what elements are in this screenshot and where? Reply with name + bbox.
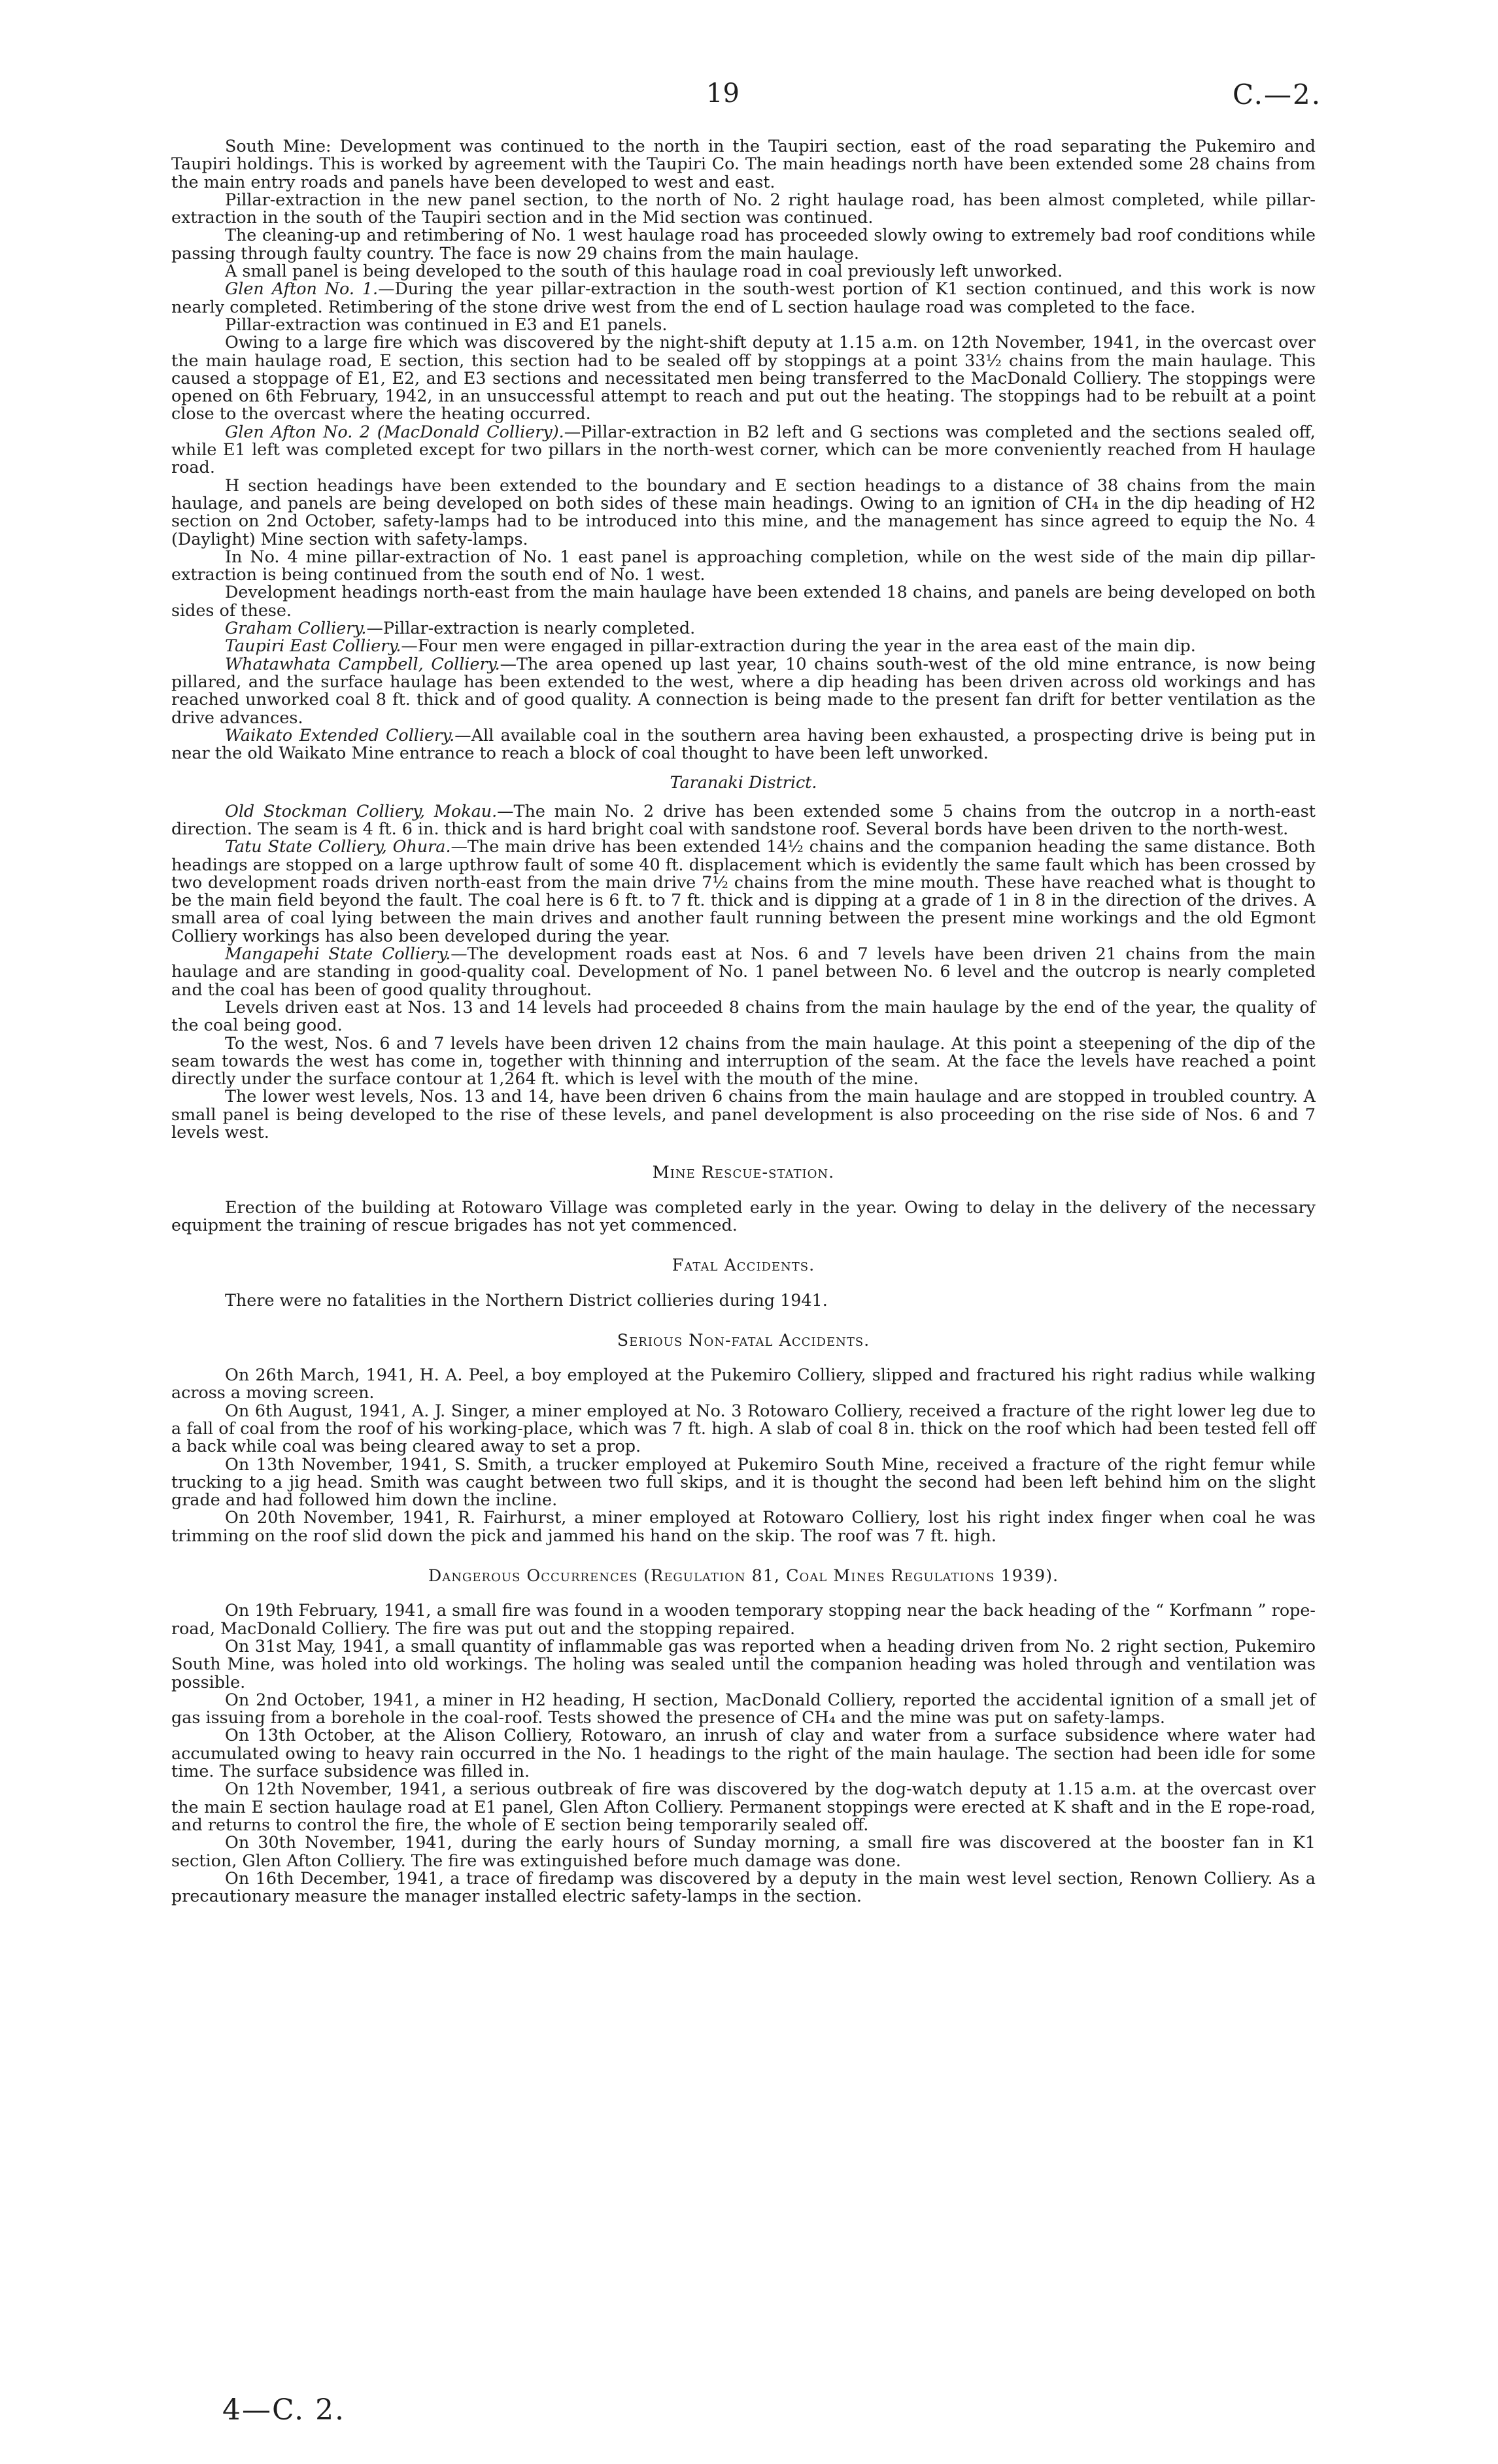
body-text xyxy=(171,137,1316,1905)
paragraph xyxy=(171,334,1316,422)
paragraph-text: The lower west levels, Nos. 13 and 14, have been driven 6 chains from the main haulage and are stopped in troubled country. A small panel is being developed to the rise of these levels, and panel development is also proceeding on the rise side of Nos. 6 and 7 levels west. xyxy=(171,1086,1316,1142)
section-heading: Fatal Accidents. xyxy=(672,1255,815,1275)
paragraph-text: On 16th December, 1941, a trace of firedamp was discovered by a deputy in the main west level section, Renown Colliery. As a precautionary measure the manager installed electric safety-lamps in the section. xyxy=(171,1868,1316,1906)
paragraph xyxy=(171,477,1316,548)
paragraph-lead: Waikato Extended Colliery. xyxy=(225,725,455,745)
paragraph-text: Erection of the building at Rotowaro Village was completed early in the year. Owing to delay in the delivery of the necessary equipment the training of rescue brigades has not yet commenced. xyxy=(171,1197,1316,1235)
paragraph xyxy=(171,1780,1316,1834)
paragraph xyxy=(171,999,1316,1035)
paragraph xyxy=(171,1691,1316,1727)
paragraph-lead: Mangapehi State Colliery. xyxy=(225,944,451,964)
paragraph xyxy=(171,1366,1316,1402)
paragraph xyxy=(171,262,1316,280)
paragraph xyxy=(171,583,1316,619)
paragraph xyxy=(171,226,1316,262)
paragraph-text: A small panel is being developed to the south of this haulage road in coal previously left unworked. xyxy=(225,261,1063,281)
paragraph-text: Levels driven east at Nos. 13 and 14 levels had proceeded 8 chains from the main haulage by the end of the year, the quality of the coal being good. xyxy=(171,997,1316,1035)
paragraph-text: Pillar-extraction in the new panel section, to the north of No. 2 right haulage road, has been almost completed, while pillar-extraction in the south of the Taupiri section and in the Mid section was continued. xyxy=(171,189,1316,228)
paragraph-text: —Pillar-extraction in B2 left and G sections was completed and the sections sealed off, while E1 left was completed except for two pillars in the north-west corner, which can be more conveniently reached from H haulage road. xyxy=(171,421,1316,477)
paragraph xyxy=(171,1726,1316,1780)
paragraph xyxy=(171,1087,1316,1141)
paragraph-lead: Glen Afton No. 1. xyxy=(225,279,379,299)
report-reference: C.—2. xyxy=(1233,78,1322,111)
paragraph-lead: Taupiri East Colliery. xyxy=(225,636,401,656)
paragraph xyxy=(171,1509,1316,1545)
paragraph-text: On 26th March, 1941, H. A. Peel, a boy employed at the Pukemiro Colliery, slipped and fractured his right radius while walking across a moving screen. xyxy=(171,1365,1316,1403)
paragraph-text: —The development roads east at Nos. 6 and 7 levels have been driven 21 chains from the main haulage and are standing in good-quality coal. Development of No. 1 panel between No. 6 level and the outcrop is nearly completed and the coal has been of good quality throughout. xyxy=(171,944,1316,999)
paragraph-text: Development headings north-east from the main haulage have been extended 18 chains, and panels are being developed on both sides of these. xyxy=(171,582,1316,620)
paragraph-lead: Whatawhata Campbell, Colliery. xyxy=(225,653,500,674)
paragraph-text: On 6th August, 1941, A. J. Singer, a miner employed at No. 3 Rotowaro Colliery, received a fracture of the right lower leg due to a fall of coal from the roof of his working-place, which was 7 ft. high. A slab of coal 8 in. thick on the roof which had been tested fell off a back while coal was being cleared away to set a prop. xyxy=(171,1400,1316,1456)
paragraph-text: Pillar-extraction was continued in E3 and E1 panels. xyxy=(225,314,668,334)
paragraph xyxy=(171,655,1316,727)
paragraph xyxy=(171,637,1316,655)
paragraph xyxy=(171,1292,1316,1309)
paragraph xyxy=(171,1199,1316,1235)
paragraph-text: On 13th November, 1941, S. Smith, a trucker employed at Pukemiro South Mine, received a fracture of the right femur while trucking to a jig head. Smith was caught between two full skips, and it is thought the second had been left behind him on the slight grade and had followed him down the incline. xyxy=(171,1454,1316,1510)
paragraph-text: On 19th February, 1941, a small fire was found in a wooden temporary stopping near the back heading of the “ Korfmann ” rope-road, MacDonald Colliery. The fire was put out and the stopping repaired. xyxy=(171,1600,1316,1638)
paragraph xyxy=(171,1637,1316,1691)
section-heading: Mine Rescue-station. xyxy=(652,1162,835,1182)
paragraph xyxy=(171,316,1316,334)
paragraph-text: On 30th November, 1941, during the early hours of Sunday morning, a small fire was discovered at the booster fan in K1 section, Glen Afton Colliery. The fire was extinguished before much damage was done. xyxy=(171,1832,1316,1870)
paragraph-text: —The main No. 2 drive has been extended some 5 chains from the outcrop in a north-east direction. The seam is 4 ft. 6 in. thick and is hard bright coal with sandstone roof. Several bords have been driven to the north-west. xyxy=(171,800,1316,838)
paragraph-text: The cleaning-up and retimbering of No. 1 west haulage road has proceeded slowly owing to extremely bad roof conditions while passing through faulty country. The face is now 29 chains from the main haulage. xyxy=(171,225,1316,263)
paragraph-text: —All available coal in the southern area having been exhausted, a prospecting drive is being put in near the old Waikato Mine entrance to reach a block of coal thought to have been left unworked. xyxy=(171,725,1316,763)
paragraph-text: —During the year pillar-extraction in the south-west portion of K1 section continued, and this work is now nearly completed. Retimbering of the stone drive west from the end of L section haulage road was completed to the face. xyxy=(171,279,1316,317)
paragraph xyxy=(171,1834,1316,1870)
paragraph-text: There were no fatalities in the Northern District collieries during 1941. xyxy=(225,1290,828,1310)
paragraph-text: In No. 4 mine pillar-extraction of No. 1 east panel is approaching completion, while on the west side of the main dip pillar-extraction is being continued from the south end of No. 1 west. xyxy=(171,546,1316,585)
paragraph-text: On 12th November, 1941, a serious outbreak of fire was discovered by the dog-watch deputy at 1.15 a.m. at the overcast over the main E section haulage road at E1 panel, Glen Afton Colliery. Permanent stoppings were erected at K shaft and in the E rope-road, and returns to control the fire, the whole of E section being temporarily sealed off. xyxy=(171,1779,1316,1834)
paragraph xyxy=(171,423,1316,477)
paragraph-text: Owing to a large fire which was discovered by the night-shift deputy at 1.15 a.m. on 12th November, 1941, in the overcast over the main haulage road, E section, this section had to be sealed off by stoppings at a point 33½ chains from the main haulage. This caused a stoppage of E1, E2, and E3 sections and necessitated men being transferred to the MacDonald Colliery. The stoppings were opened on 6th February, 1942, in an unsuccessful attempt to reach and put out the heating. The stoppings had to be rebuilt at a point close to the overcast where the heating occurred. xyxy=(171,332,1316,424)
page-number: 19 xyxy=(706,78,740,109)
paragraph-text: On 20th November, 1941, R. Fairhurst, a miner employed at Rotowaro Colliery, lost his right index finger when coal he was trimming on the roof slid down the pick and jammed his hand on the skip. The roof was 7 ft. high. xyxy=(171,1507,1316,1545)
paragraph-lead: Old Stockman Colliery, Mokau. xyxy=(225,800,498,821)
paragraph xyxy=(171,802,1316,838)
paragraph xyxy=(171,280,1316,316)
paragraph-text: To the west, Nos. 6 and 7 levels have been driven 12 chains from the main haulage. At this point a steepening of the dip of the seam towards the west has come in, together with thinning and interruption of the seam. At the face the levels have reached a point directly under the surface contour at 1,264 ft. which is level with the mouth of the mine. xyxy=(171,1033,1316,1089)
paragraph-text: On 13th October, at the Alison Colliery, Rotowaro, an inrush of clay and water from a surface subsidence where water had accumulated owing to heavy rain occurred in the No. 1 headings to the right of the main haulage. The section had been idle for some time. The surface subsidence was filled in. xyxy=(171,1725,1316,1781)
paragraph xyxy=(171,548,1316,584)
paragraph-text: On 31st May, 1941, a small quantity of inflammable gas was reported when a heading driven from No. 2 right section, Pukemiro South Mine, was holed into old workings. The holing was sealed until the companion heading was holed through and ventilation was possible. xyxy=(171,1635,1316,1692)
section-heading: Taranaki District. xyxy=(670,772,817,793)
section-heading: Serious Non-fatal Accidents. xyxy=(617,1329,870,1350)
paragraph xyxy=(171,1402,1316,1456)
paragraph xyxy=(171,137,1316,191)
paragraph xyxy=(171,727,1316,762)
paragraph-text: South Mine: Development was continued to the north in the Taupiri section, east of the road separating the Pukemiro and Taupiri holdings. This is worked by agreement with the Taupiri Co. The main headings north have been extended some 28 chains from the main entry roads and panels have been developed to west and east. xyxy=(171,136,1316,192)
paragraph-text: On 2nd October, 1941, a miner in H2 heading, H section, MacDonald Colliery, reported the accidental ignition of a small jet of gas issuing from a borehole in the coal-roof. Tests showed the presence of CH₄ and the mine was put on safety-lamps. xyxy=(171,1689,1316,1728)
paragraph xyxy=(171,838,1316,945)
paragraph-lead: Tatu State Colliery, Ohura. xyxy=(225,836,451,857)
paragraph-text: —The area opened up last year, 10 chains south-west of the old mine entrance, is now being pillared, and the surface haulage has been extended to the west, where a dip heading has been driven across old workings and has reached unworked coal 8 ft. thick and of good quality. A connection is being made to the present fan drift for better ventilation as the drive advances. xyxy=(171,653,1316,727)
paragraph-text: H section headings have been extended to the boundary and E section headings to a distance of 38 chains from the main haulage, and panels are being developed on both sides of these main headings. Owing to an ignition of CH₄ in the dip heading of H2 section on 2nd October, safety-lamps had to be introduced into this mine, and the management has since agreed to equip the No. 4 (Daylight) Mine section with safety-lamps. xyxy=(171,475,1316,549)
paragraph xyxy=(171,1456,1316,1509)
page-signature: 4—C. 2. xyxy=(222,2393,346,2427)
paragraph xyxy=(171,1035,1316,1088)
paragraph-text: —The main drive has been extended 14½ chains and the companion heading the same distance. Both headings are stopped on a large upthrow fault of some 40 ft. displacement which is evidently the same fault which has been crossed by two development roads driven north-east from the main drive 7½ chains from the mine mouth. These have reached what is thought to be the main field beyond the fault. The coal here is 6 ft. to 7 ft. thick and is dipping at a grade of 1 in 8 in the direction of the drives. A small area of coal lying between the main drives and another fault running between the present mine workings and the old Egmont Colliery workings has also been developed during the year. xyxy=(171,836,1316,946)
paragraph xyxy=(171,191,1316,227)
paragraph-text: —Four men were engaged in pillar-extraction during the year in the area east of the main dip. xyxy=(401,636,1196,656)
section-heading: Dangerous Occurrences (Regulation 81, Coal Mines Regulations 1939). xyxy=(428,1566,1059,1586)
paragraph xyxy=(171,619,1316,637)
paragraph-lead: Graham Colliery. xyxy=(225,618,367,638)
paragraph xyxy=(171,945,1316,999)
paragraph-text: —Pillar-extraction is nearly completed. xyxy=(366,618,696,638)
paragraph xyxy=(171,1601,1316,1637)
paragraph xyxy=(171,1870,1316,1906)
paragraph-lead: Glen Afton No. 2 (MacDonald Colliery). xyxy=(225,421,564,441)
